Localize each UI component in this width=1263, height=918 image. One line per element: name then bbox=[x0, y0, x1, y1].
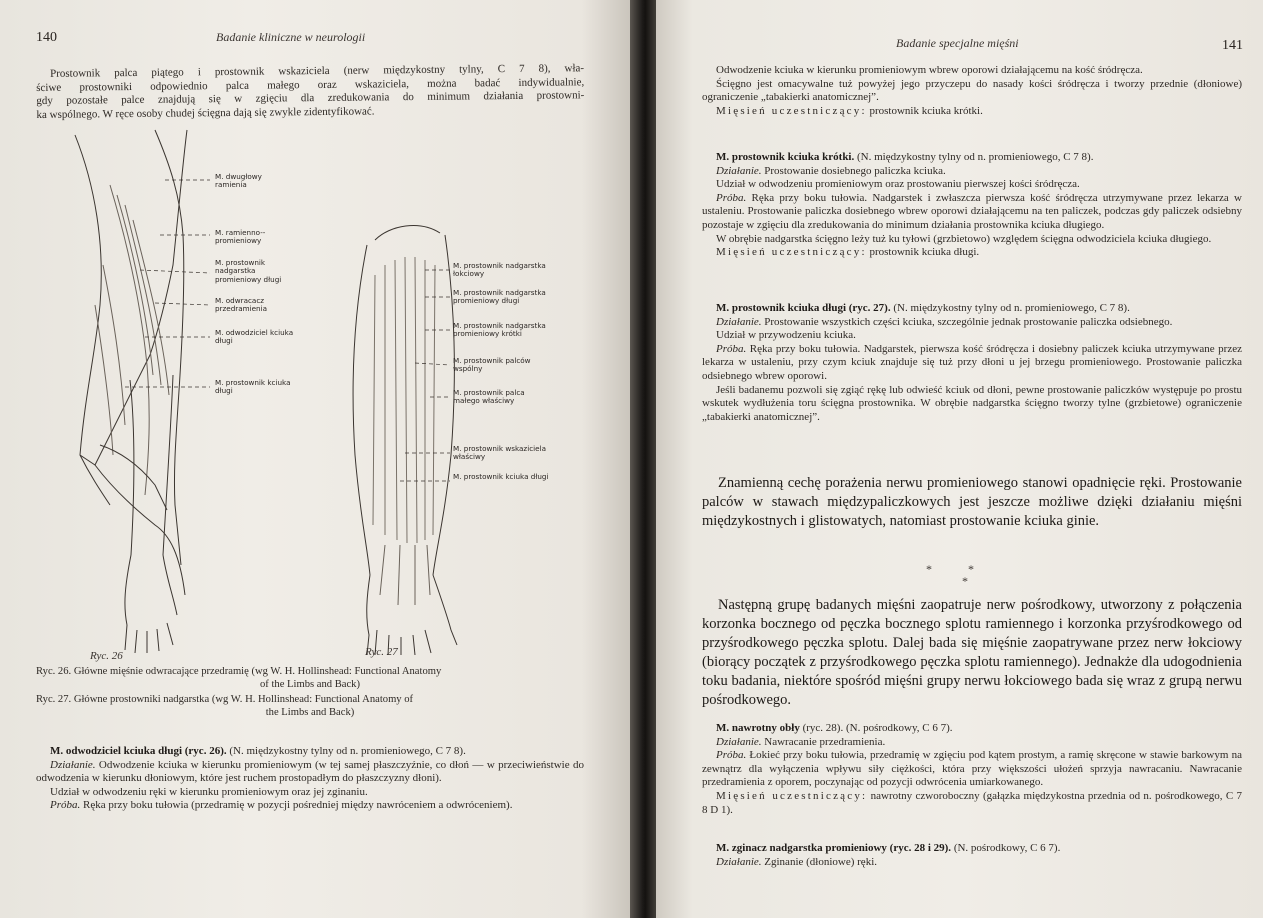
proba-label: Próba. bbox=[716, 191, 747, 204]
book-gutter bbox=[630, 0, 658, 918]
dzialanie-text: Odwodzenie kciuka w kierunku promieniowym (w tej samej płaszczyźnie, co dłoń — w przeciwieństwie do odwodzenia w kierunku dłoniowym, które jest ruchem prostopadłym do płaszczyzny dłoni). bbox=[36, 758, 584, 785]
dzialanie-label: Działanie. bbox=[716, 735, 762, 748]
fig27-label: M. prostownik wskaziciela właściwy bbox=[453, 444, 546, 462]
fig27-label: M. prostownik nadgarstka łokciowy bbox=[453, 261, 546, 279]
running-head: Badanie specjalne mięśni bbox=[896, 36, 1019, 50]
proba-label: Próba. bbox=[716, 749, 747, 762]
proba-label: Próba. bbox=[50, 799, 81, 812]
udzial-text: Udział w odwodzeniu promieniowym oraz prostowaniu pierwszej kości śródręcza. bbox=[716, 178, 1080, 191]
dzialanie-text: Zginanie (dłoniowe) ręki. bbox=[761, 855, 877, 868]
proba-text: Ręka przy boku tułowia. Nadgarstek i zwłaszcza pierwsza kość śródręcza utrzymywane przez lekarza w ustaleniu. Prostowanie paliczka dosiebnego wbrew oporowi działającemu na ten paliczek, podczas gdy paliczek odsiebny pozostaje w zgięciu dla zredukowania do minimum działania prostownika kciuka długiego. bbox=[702, 191, 1242, 231]
dzialanie-label: Działanie. bbox=[50, 758, 96, 771]
intro-line: ściwe prostowniki odpowiednio palca małego oraz wskaziciela, można badać indywidualnie, bbox=[36, 75, 585, 94]
uczestniczacy-label: Mięsień uczestniczący: bbox=[716, 789, 868, 802]
fig27-arm-drawing bbox=[353, 226, 457, 655]
fig27-label: M. prostownik palców wspólny bbox=[453, 356, 531, 374]
paragraph: W obrębie nadgarstka ścięgno leży tuż ku tyłowi (grzbietowo) względem ścięgna odwodziciela kciuka długiego. bbox=[716, 232, 1212, 245]
section-prostownik-krotki bbox=[702, 151, 1242, 260]
uczestniczacy-text: nawrotny czworoboczny (gałązka międzykostna przednia od n. pośrodkowego, C 7 8 D 1). bbox=[702, 789, 1243, 816]
caption-line: the Limbs and Back) bbox=[265, 707, 355, 718]
paragraph: Jeśli badanemu pozwoli się zgiąć rękę lub odwieść kciuk od dłoni, pewne prostowanie paliczków występuje po prostu wskutek wydłużenia toru ścięgna prostownika. W obrębie nadgarstka ścięgno tworzy tylne (grzbietowe) ograniczenie „tabakierki anatomicznej”. bbox=[702, 383, 1242, 423]
fig26-label: M. dwugłowy ramienia bbox=[215, 172, 262, 190]
section-zginacz bbox=[702, 842, 1242, 869]
proba-text: Łokieć przy boku tułowia, przedramię w zgięciu pod kątem prostym, a ramię skręcone w stawie barkowym na zewnątrz dla wyłączenia wpływu siły ciężkości, która przy większości ułożeń sprzyja nawracaniu. Nawracanie przedramienia z oporem, poczynając od pozycji odwrócenia umiarkowanego. bbox=[702, 749, 1242, 789]
paragraph: Ścięgno jest omacywalne tuż powyżej jego przyczepu do nasady kości śródręcza i tworzy przednie (dłoniowe) ograniczenie „tabakierki anatomicznej”. bbox=[702, 77, 1242, 104]
uczestniczacy-text: prostownik kciuka długi. bbox=[866, 246, 980, 259]
fig27-tag: Ryc. 27 bbox=[365, 646, 398, 658]
muscle-heading: M. prostownik kciuka krótki. bbox=[716, 151, 855, 163]
dzialanie-label: Działanie. bbox=[716, 164, 762, 177]
fig26-tag: Ryc. 26 bbox=[90, 650, 123, 662]
fig27-label: M. prostownik kciuka długi bbox=[453, 472, 549, 481]
fig26-label: M. odwodziciel kciuka długi bbox=[215, 328, 294, 346]
innervation: (N. międzykostny tylny od n. promieniowego, C 7 8). bbox=[890, 302, 1130, 314]
section-separator: * * bbox=[926, 562, 974, 576]
innervation: (N. międzykostny tylny od n. promieniowego, C 7 8). bbox=[854, 151, 1094, 163]
summary-paragraph bbox=[702, 474, 1242, 531]
proba-text: Ręka przy boku tułowia. Nadgarstek, pierwsza kość śródręcza i dosiebny paliczek kciuka utrzymywane przez lekarza w ustaleniu, przy czym kciuk znajduje się tuż przy dłoni u jej brzegu promieniowego. Prostowanie paliczka odsiebnego wbrew oporowi. bbox=[702, 342, 1242, 382]
section-continued bbox=[702, 64, 1242, 118]
paragraph: Następną grupę badanych mięśni zaopatruje nerw pośrodkowy, utworzony z połączenia korzonka bocznego od pęczka bocznego splotu ramiennego i korzonka przyśrodkowego od przyśrodkowego pęczka splotu. Dalej bada się mięśnie zaopatrywane przez nerw łokciowy (biorący początek z przyśrodkowego pęczka splotu ramiennego). Jednakże dla udogodnienia toku badania, niektóre spośród mięśni grupy nerwu łokciowego bada się wraz z grupą nerwu pośrodkowego. bbox=[702, 597, 1242, 708]
intro-line: gdy pozostałe palce znajdują się w zgięciu dla zredukowania do minimum działania prostowni- bbox=[36, 89, 585, 108]
proba-label: Próba. bbox=[716, 342, 747, 355]
caption-line: of the Limbs and Back) bbox=[259, 679, 361, 690]
page-number: 140 bbox=[36, 30, 57, 45]
fig27-label: M. prostownik palca małego właściwy bbox=[453, 388, 525, 406]
innervation: (ryc. 28). (N. pośrodkowy, C 6 7). bbox=[799, 722, 953, 734]
anatomical-figure bbox=[55, 125, 595, 655]
dzialanie-text: Prostowanie wszystkich części kciuka, szczególnie jednak prostowanie paliczka odsiebnego. bbox=[761, 315, 1173, 328]
intro-paragraph bbox=[36, 62, 585, 122]
paragraph: Znamienną cechę porażenia nerwu promieniowego stanowi opadnięcie ręki. Prostowanie palców w stawach międzypaliczkowych jest jeszcze możliwe dzięki działaniu mięśni międzykostnych i glistowatych, natomiast prostowanie kciuka ginie. bbox=[702, 475, 1242, 529]
uczestniczacy-text: prostownik kciuka krótki. bbox=[866, 104, 983, 117]
running-head: Badanie kliniczne w neurologii bbox=[216, 30, 366, 44]
section-odwodziciel bbox=[36, 745, 584, 813]
muscle-heading: M. nawrotny obły bbox=[716, 722, 800, 734]
dzialanie-text: Nawracanie przedramienia. bbox=[761, 735, 886, 748]
dzialanie-text: Prostowanie dosiebnego paliczka kciuka. bbox=[761, 164, 946, 177]
udzial-text: Udział w odwodzeniu ręki w kierunku promieniowym oraz jej zginaniu. bbox=[50, 785, 368, 798]
right-page bbox=[656, 0, 1263, 918]
muscle-heading: M. odwodziciel kciuka długi (ryc. 26). bbox=[50, 745, 227, 757]
dzialanie-label: Działanie. bbox=[716, 855, 762, 868]
caption-ryc27 bbox=[36, 693, 584, 719]
fig27-label: M. prostownik nadgarstka promieniowy długi bbox=[453, 288, 546, 306]
innervation: (N. międzykostny tylny od n. promieniowego, C 7 8). bbox=[226, 745, 466, 757]
caption-ryc26 bbox=[36, 665, 584, 691]
proba-text: Ręka przy boku tułowia (przedramię w pozycji pośredniej między nawróceniem a odwróceniem). bbox=[80, 799, 513, 812]
udzial-text: Udział w przywodzeniu kciuka. bbox=[716, 329, 856, 342]
caption-line: Ryc. 26. Główne mięśnie odwracające przedramię (wg W. H. Hollinshead: Functional Anatomy bbox=[36, 666, 442, 677]
dzialanie-label: Działanie. bbox=[716, 315, 762, 328]
innervation: (N. pośrodkowy, C 6 7). bbox=[951, 842, 1061, 854]
intro-line: ka wspólnego. W ręce osoby chudej ścięgna dają się zwykle zidentyfikować. bbox=[36, 105, 375, 121]
muscle-heading: M. prostownik kciuka długi (ryc. 27). bbox=[716, 302, 891, 314]
fig26-leaders bbox=[125, 180, 210, 387]
uczestniczacy-label: Mięsień uczestniczący: bbox=[716, 104, 867, 117]
paragraph: Odwodzenie kciuka w kierunku promieniowym wbrew oporowi działającemu na kość śródręcza. bbox=[716, 64, 1143, 76]
section-nawrotny bbox=[702, 722, 1242, 817]
section-separator: * bbox=[962, 574, 968, 588]
caption-line: Ryc. 27. Główne prostowniki nadgarstka (wg W. H. Hollinshead: Functional Anatomy of bbox=[36, 694, 414, 705]
fig26-label: M. odwracacz przedramienia bbox=[215, 296, 268, 314]
muscle-heading: M. zginacz nadgarstka promieniowy (ryc. 28 i 29). bbox=[716, 842, 952, 854]
fig26-label: M. prostownik kciuka długi bbox=[215, 378, 291, 396]
fig26-label: M. ramienno--promieniowy bbox=[215, 228, 266, 246]
section-prostownik-dlugi bbox=[702, 302, 1242, 424]
intro-line: Prostownik palca piątego i prostownik wskaziciela (nerw międzykostny tylny, C 7 8), wła- bbox=[49, 62, 585, 80]
page-number: 141 bbox=[1222, 38, 1243, 53]
fig26-arm-drawing bbox=[75, 130, 187, 653]
uczestniczacy-label: Mięsień uczestniczący: bbox=[716, 246, 867, 259]
fig26-label: M. prostownik nadgarstka promieniowy długi bbox=[215, 258, 282, 284]
nerve-intro-paragraph bbox=[702, 596, 1242, 710]
fig27-label: M. prostownik nadgarstka promieniowy krótki bbox=[453, 321, 546, 339]
